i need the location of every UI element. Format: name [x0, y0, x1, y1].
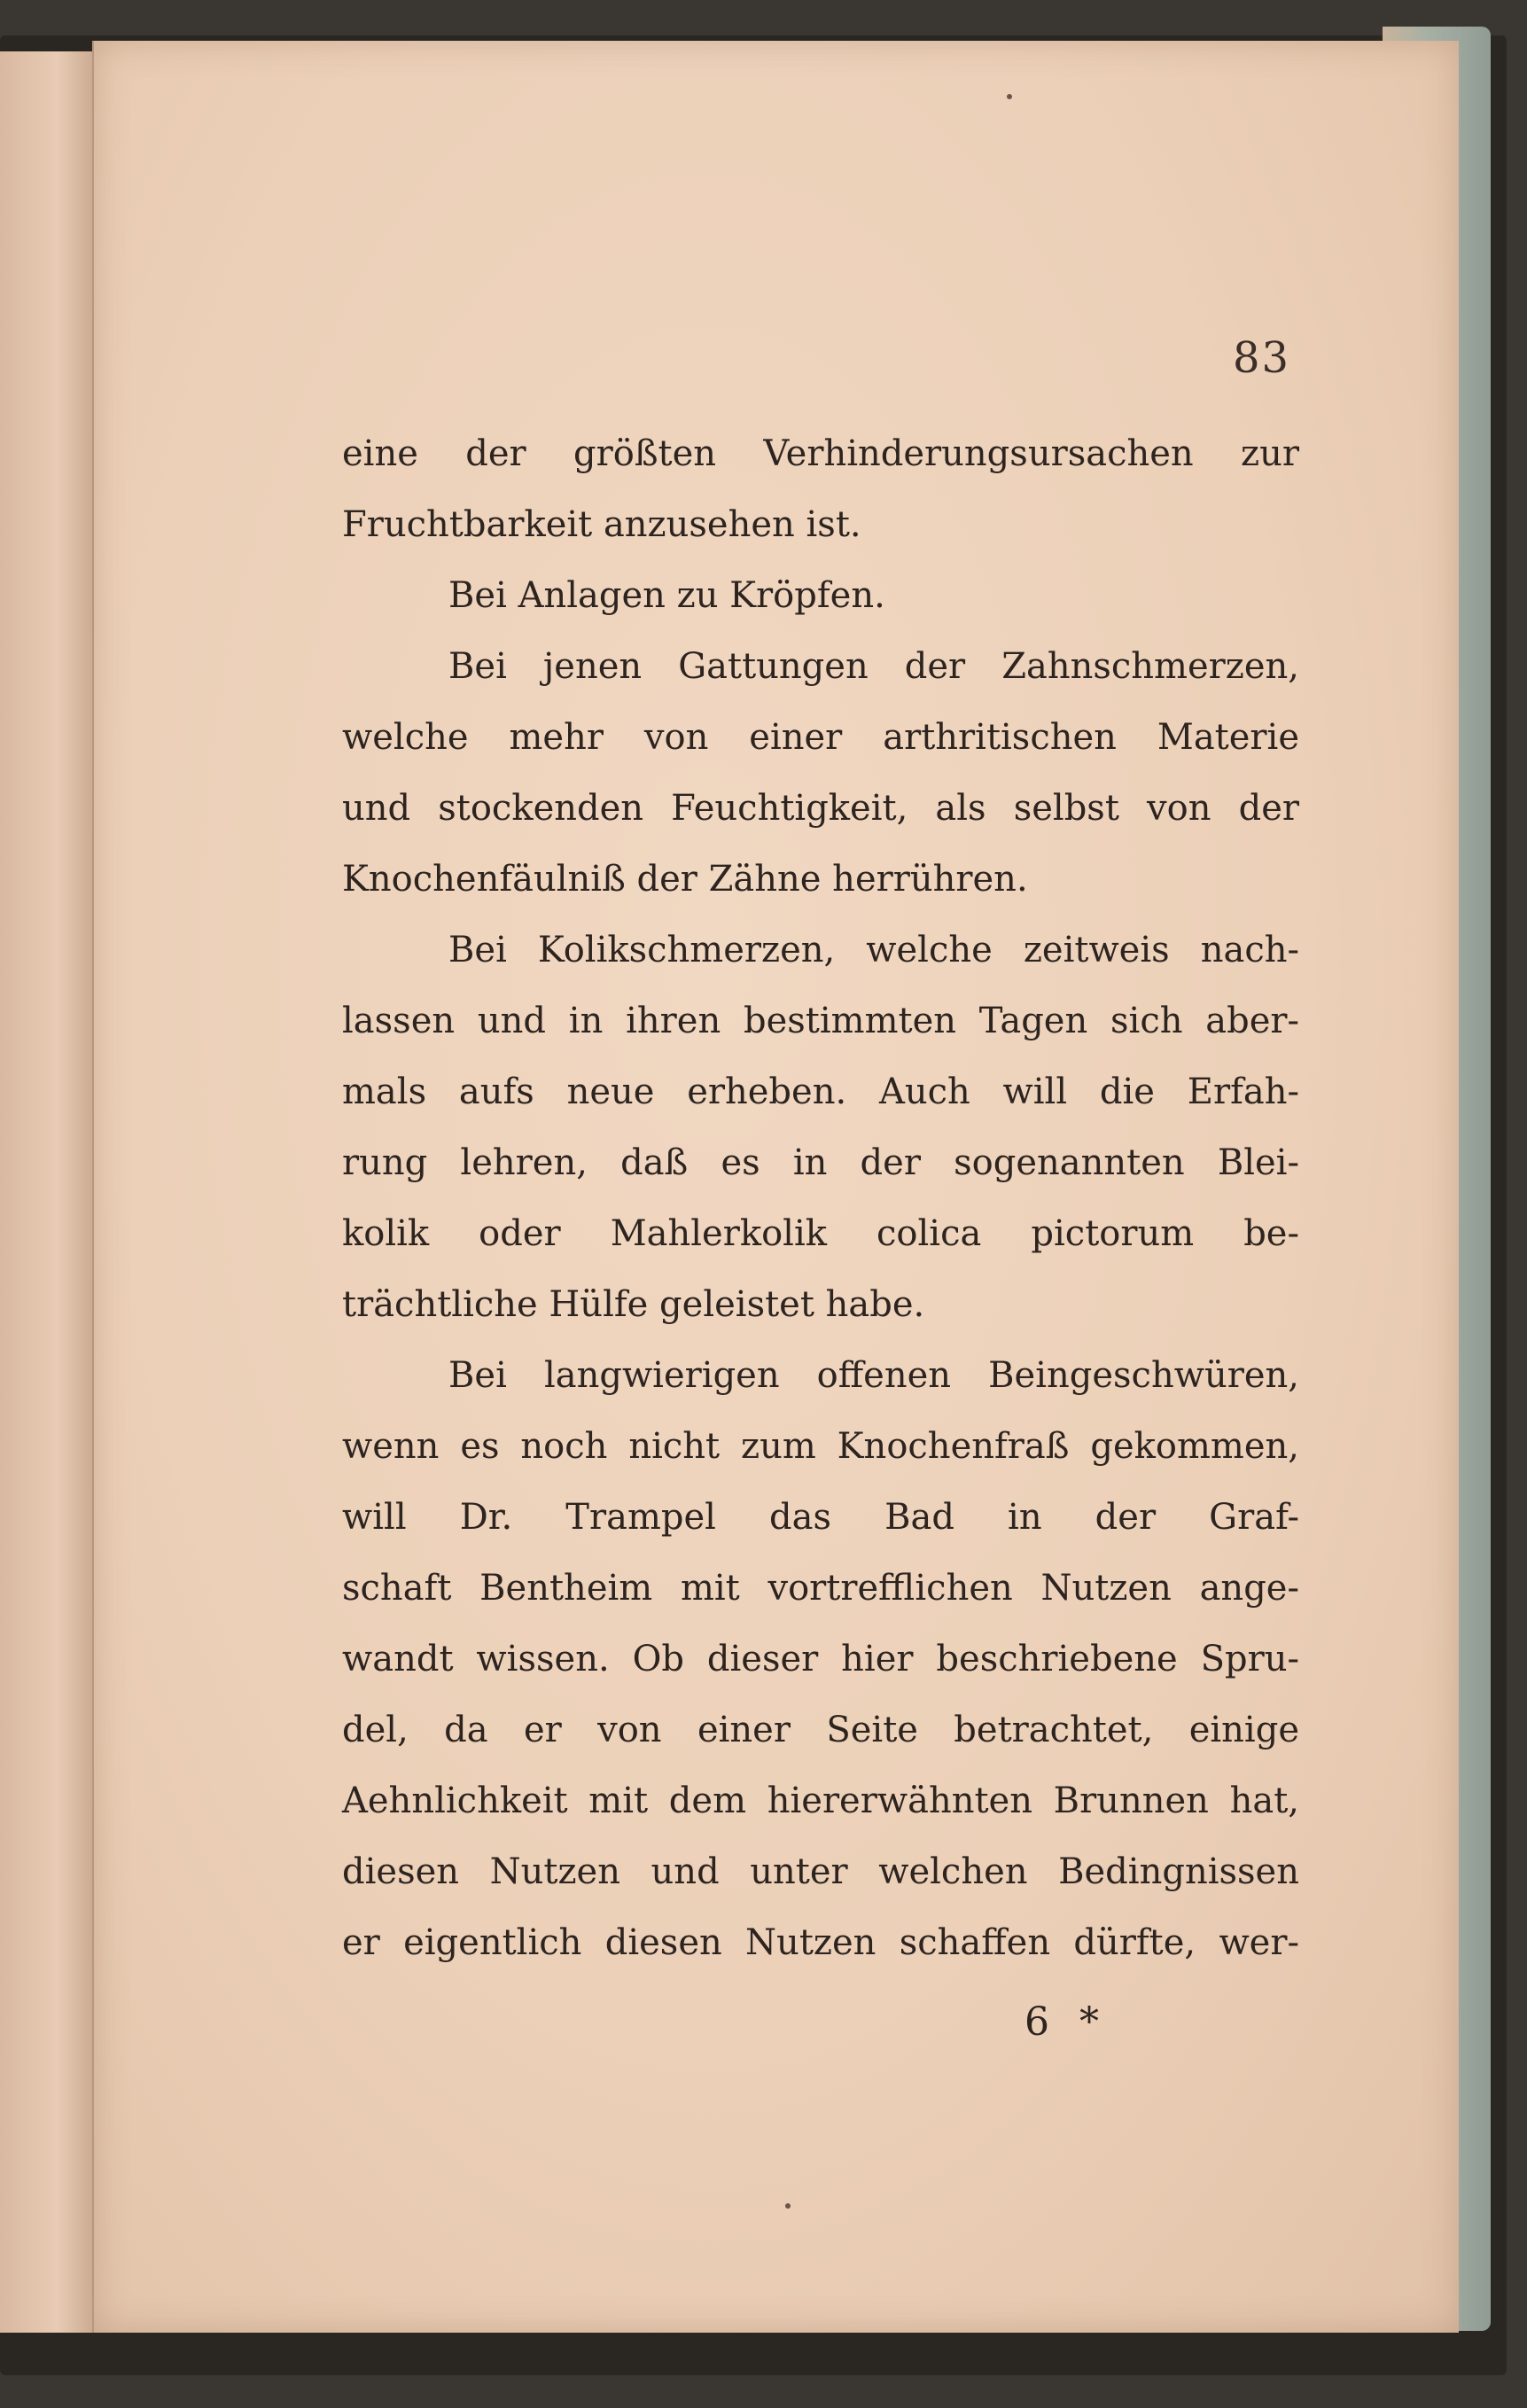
text-line: welche mehr von einer arthritischen Materie — [342, 717, 1299, 758]
text-line: wenn es noch nicht zum Knochenfraß gekommen, — [342, 1426, 1299, 1467]
page-number: 83 — [1233, 333, 1291, 383]
text-line: lassen und in ihren bestimmten Tagen sich aber- — [342, 1001, 1299, 1041]
left-page-edge — [0, 51, 98, 2333]
text-line: Fruchtbarkeit anzusehen ist. — [342, 504, 861, 545]
book-page — [92, 41, 1459, 2333]
text-line: rung lehren, daß es in der sogenannten Blei- — [342, 1142, 1299, 1183]
text-line: eine der größten Verhinderungsursachen zur — [342, 433, 1299, 474]
text-line: will Dr. Trampel das Bad in der Graf- — [342, 1497, 1299, 1538]
text-line: diesen Nutzen und unter welchen Bedingnissen — [342, 1851, 1299, 1892]
signature-mark: 6 * — [1024, 1999, 1108, 2045]
text-line: mals aufs neue erheben. Auch will die Erfah- — [342, 1072, 1299, 1112]
text-line: Bei Anlagen zu Kröpfen. — [448, 575, 885, 616]
text-line: Bei langwierigen offenen Beingeschwüren, — [448, 1355, 1299, 1396]
text-line: kolik oder Mahlerkolik colica pictorum be- — [342, 1213, 1299, 1254]
text-line: trächtliche Hülfe geleistet habe. — [342, 1284, 925, 1325]
text-line: Knochenfäulniß der Zähne herrühren. — [342, 859, 1028, 900]
text-line: wandt wissen. Ob dieser hier beschriebene Spru- — [342, 1639, 1299, 1679]
text-line: er eigentlich diesen Nutzen schaffen dürfte, wer- — [342, 1922, 1299, 1963]
ink-speck — [785, 2203, 791, 2209]
text-line: del, da er von einer Seite betrachtet, einige — [342, 1710, 1299, 1750]
text-line: und stockenden Feuchtigkeit, als selbst von der — [342, 788, 1299, 829]
text-line: schaft Bentheim mit vortrefflichen Nutzen ange- — [342, 1568, 1299, 1609]
ink-speck — [1007, 94, 1012, 99]
text-line: Bei jenen Gattungen der Zahnschmerzen, — [448, 646, 1299, 687]
text-line: Bei Kolikschmerzen, welche zeitweis nach- — [448, 930, 1299, 970]
text-line: Aehnlichkeit mit dem hiererwähnten Brunnen hat, — [342, 1781, 1299, 1821]
